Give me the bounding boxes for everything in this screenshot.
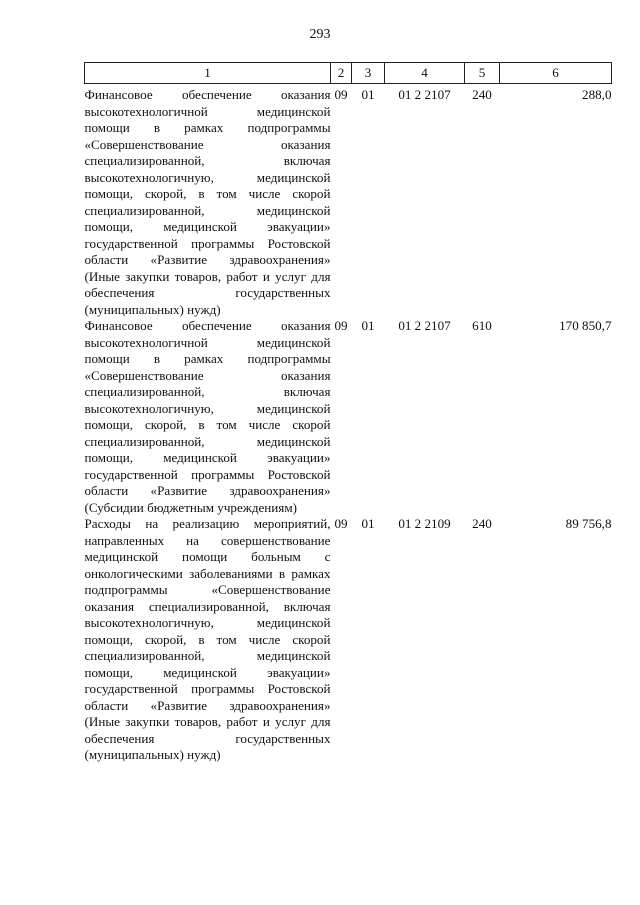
column-header-5: 5 (465, 63, 500, 84)
row-subsection-code: 01 (361, 318, 375, 333)
row-subsection-code: 01 (361, 516, 375, 531)
row-amount: 89 756,8 (565, 516, 612, 531)
row-expense-type: 240 (472, 87, 492, 102)
row-subsection-code: 01 (361, 87, 375, 102)
row-description: Финансовое обеспечение оказания высокотехнологичной медицинской помощи в рамках подпрограммы «Совершенствование оказания специализированной, включая высокотехнологичную, медицинской помощи, скорой, в том числе скорой специализированной, медицинской помощи, медицинской эвакуации» государственной программы Ростовской области «Развитие здравоохранения» (Субсидии бюджетным учреждениям) (84, 318, 331, 515)
column-header-4: 4 (385, 63, 465, 84)
row-description: Расходы на реализацию мероприятий, направленных на совершенствование медицинской помощи больным с онкологическими заболеваниями в рамках подпрограммы «Совершенствование оказания специализированной, включая высокотехнологичную, медицинской помощи, скорой, в том числе скорой специализированной, медицинской помощи, медицинской эвакуации» государственной программы Ростовской области «Развитие здравоохранения» (Иные закупки товаров, работ и услуг для обеспечения государственных (муниципальных) нужд) (84, 516, 331, 762)
budget-table (84, 62, 612, 764)
row-amount: 170 850,7 (559, 318, 612, 333)
row-description: Финансовое обеспечение оказания высокотехнологичной медицинской помощи в рамках подпрограммы «Совершенствование оказания специализированной, включая высокотехнологичную, медицинской помощи, скорой, в том числе скорой специализированной, медицинской помощи, медицинской эвакуации» государственной программы Ростовской области «Развитие здравоохранения» (Иные закупки товаров, работ и услуг для обеспечения государственных (муниципальных) нужд) (84, 87, 331, 317)
column-header-6: 6 (500, 63, 612, 84)
row-target-article: 01 2 2107 (398, 318, 451, 333)
page-number: 293 (309, 27, 331, 42)
column-header-1: 1 (85, 63, 331, 84)
row-amount: 288,0 (582, 87, 612, 102)
table-row (85, 516, 612, 764)
row-expense-type: 240 (472, 516, 492, 531)
row-section-code: 09 (334, 87, 348, 102)
table-row (85, 84, 612, 319)
row-expense-type: 610 (472, 318, 492, 333)
row-section-code: 09 (334, 318, 348, 333)
row-target-article: 01 2 2109 (398, 516, 451, 531)
row-target-article: 01 2 2107 (398, 87, 451, 102)
row-section-code: 09 (334, 516, 348, 531)
table-row (85, 318, 612, 516)
column-header-3: 3 (352, 63, 385, 84)
column-header-2: 2 (331, 63, 352, 84)
table-header-row (85, 63, 612, 84)
